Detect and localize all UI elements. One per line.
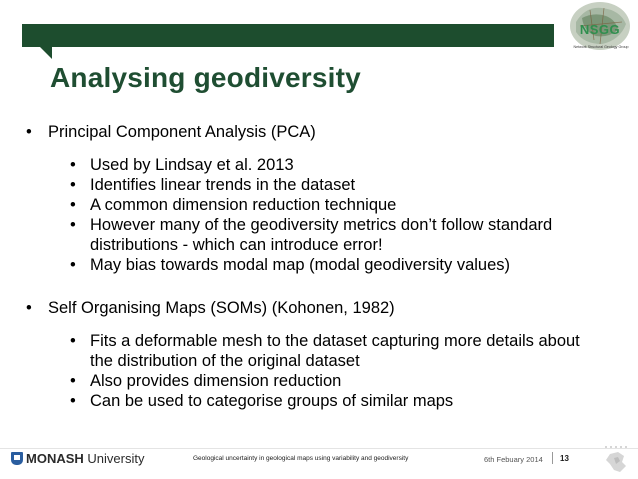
bullet-dot: • [70,392,76,410]
sub-bullet-text: Identifies linear trends in the dataset [90,176,356,194]
bullet-dot: • [70,332,76,350]
sub-bullet-text: Also provides dimension reduction [90,372,342,390]
sub-bullet [70,215,626,255]
map-decoration-icon [598,444,634,476]
bullet-text: Principal Component Analysis (PCA) [48,123,316,141]
nsgg-logo [560,0,636,64]
bullet-dot: • [70,256,76,274]
slide-content [26,122,626,411]
sub-bullet [70,331,626,371]
bullet-dot: • [70,176,76,194]
sub-bullet [70,195,626,215]
footer-talk-title: Geological uncertainty in geological maps using variability and geodiversity [193,455,409,462]
bullet-dot: • [70,372,76,390]
footer-divider [0,448,638,449]
page-number: 13 [560,454,569,463]
sub-bullet [70,175,626,195]
bullet-pca [26,122,626,142]
sub-bullet [70,371,626,391]
monash-shield-icon [11,452,23,465]
sub-bullet [70,255,626,275]
bullet-dot: • [70,216,76,234]
logo-text: NSGG [579,22,621,37]
monash-wordmark-bold: MONASH [26,450,84,466]
bullet-dot: • [70,196,76,214]
monash-wordmark-rest: University [83,450,145,466]
footer-separator [552,452,553,464]
sub-bullet-text: A common dimension reduction technique [90,196,397,214]
sub-bullet-text: May bias towards modal map (modal geodiversity values) [90,256,511,274]
sub-bullet-text: However many of the geodiversity metrics don’t follow standard distributions - which can introduce error! [90,216,553,254]
sub-bullet [70,155,626,175]
sub-bullet-text: Can be used to categorise groups of similar maps [90,392,454,410]
slide-title: Analysing geodiversity [50,62,361,93]
bullet-dot: • [26,299,32,317]
bullet-som [26,298,626,318]
header-banner-tail [40,47,52,59]
bullet-dot: • [70,156,76,174]
monash-logo [11,451,144,465]
sub-bullet [70,391,626,411]
sub-bullet-text: Used by Lindsay et al. 2013 [90,156,294,174]
monash-wordmark [26,451,144,466]
logo-caption: Network Structural Geology Group [573,45,629,49]
header-banner [22,24,554,47]
bullet-text: Self Organising Maps (SOMs) (Kohonen, 1982) [48,299,395,317]
footer-date: 6th Febuary 2014 [484,455,543,464]
sub-bullet-text: Fits a deformable mesh to the dataset capturing more details about the distribution of the original dataset [90,332,580,370]
bullet-dot: • [26,123,32,141]
